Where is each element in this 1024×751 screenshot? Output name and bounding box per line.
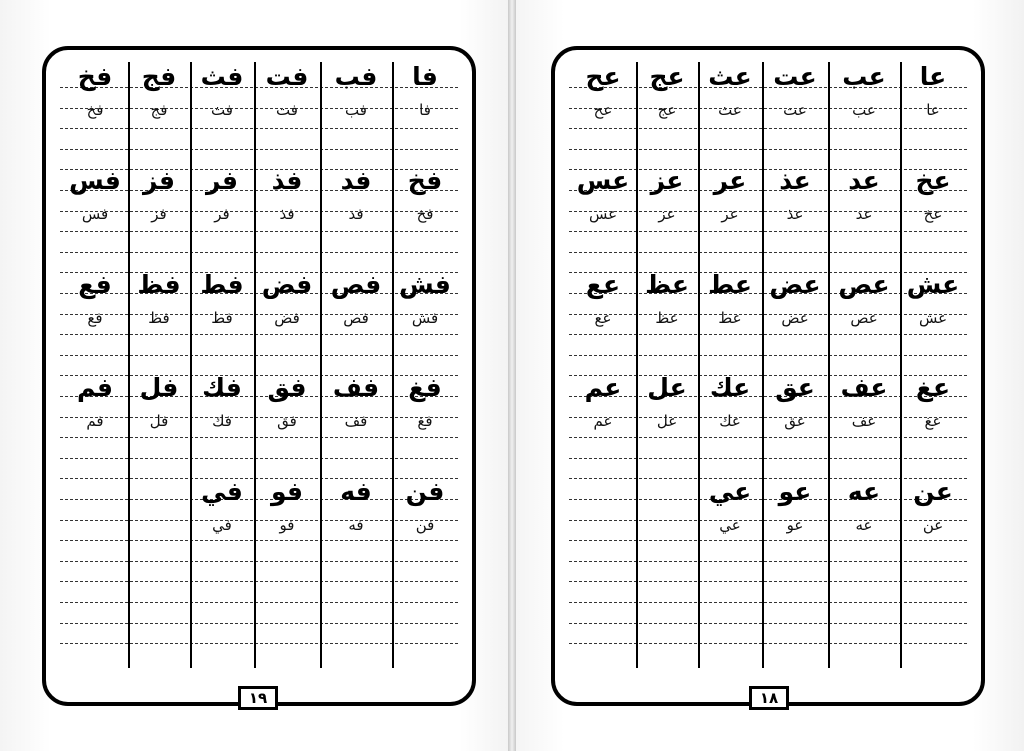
practice-letter-pair: فو	[270, 477, 304, 506]
tracing-letter-pair: عك	[719, 412, 741, 430]
tracing-letter-pair: عر	[721, 205, 739, 223]
tracing-letter-pair: عق	[784, 412, 806, 430]
tracing-letter-pair: عل	[656, 412, 678, 430]
dashed-guide-line	[60, 334, 458, 335]
tracing-letter-pair: عن	[922, 516, 944, 534]
practice-letter-pair: عز	[650, 166, 684, 195]
practice-letter-pair: عغ	[915, 373, 951, 402]
tracing-letter-pair: في	[212, 516, 232, 534]
practice-letter-pair: فد	[340, 166, 372, 195]
tracing-letter-pair: فك	[212, 412, 232, 430]
tracing-letter-pair: عت	[783, 101, 807, 119]
practice-letter-pair: عي	[708, 477, 752, 506]
column-divider	[698, 62, 700, 668]
tracing-letter-pair: عز	[658, 205, 676, 223]
dashed-guide-line	[60, 561, 458, 562]
practice-letter-pair: عذ	[779, 166, 811, 195]
tracing-letter-pair: عض	[781, 309, 809, 327]
tracing-letter-pair: عه	[855, 516, 873, 534]
tracing-letter-pair: عع	[594, 309, 612, 327]
practice-letter-pair: عن	[913, 477, 953, 506]
dashed-guide-line	[569, 334, 967, 335]
practice-letter-pair: فا	[412, 62, 438, 91]
dashed-guide-line	[60, 602, 458, 603]
dashed-guide-line	[569, 540, 967, 541]
practice-letter-pair: عف	[840, 373, 888, 402]
practice-letter-pair: فش	[399, 270, 451, 299]
practice-letter-pair: عش	[906, 270, 960, 299]
dashed-guide-line	[60, 540, 458, 541]
practice-letter-pair: عب	[842, 62, 886, 91]
column-divider	[128, 62, 130, 668]
tracing-letter-pair: فج	[150, 101, 168, 119]
column-divider	[190, 62, 192, 668]
practice-letter-pair: فر	[206, 166, 238, 195]
tracing-letter-pair: عب	[852, 101, 876, 119]
dashed-guide-line	[569, 437, 967, 438]
practice-letter-pair: فخ	[407, 166, 443, 195]
tracing-letter-pair: عص	[850, 309, 878, 327]
book-spine	[508, 0, 516, 751]
dashed-guide-line	[60, 231, 458, 232]
dashed-guide-line	[569, 561, 967, 562]
practice-letter-pair: عت	[773, 62, 817, 91]
tracing-letter-pair: فه	[348, 516, 364, 534]
practice-letter-pair: فم	[77, 373, 113, 402]
practice-letter-pair: عح	[585, 62, 621, 91]
dashed-guide-line	[569, 252, 967, 253]
practice-letter-pair: فه	[340, 477, 372, 506]
dashed-guide-line	[60, 623, 458, 624]
practice-letter-pair: عد	[848, 166, 880, 195]
tracing-letter-pair: فل	[149, 412, 169, 430]
practice-letter-pair: عه	[847, 477, 881, 506]
dashed-guide-line	[60, 643, 458, 644]
column-divider	[828, 62, 830, 668]
dashed-guide-line	[60, 581, 458, 582]
tracing-letter-pair: فا	[419, 101, 431, 119]
tracing-letter-pair: فص	[343, 309, 369, 327]
tracing-letter-pair: عد	[855, 205, 873, 223]
tracing-letter-pair: فق	[277, 412, 297, 430]
dashed-guide-line	[569, 458, 967, 459]
tracing-letter-pair: فث	[211, 101, 233, 119]
practice-letter-pair: عث	[708, 62, 752, 91]
dashed-guide-line	[569, 602, 967, 603]
tracing-letter-pair: عو	[786, 516, 804, 534]
tracing-letter-pair: فب	[345, 101, 367, 119]
tracing-letter-pair: عس	[588, 205, 618, 223]
practice-letter-pair: فغ	[408, 373, 442, 402]
dashed-guide-line	[60, 128, 458, 129]
practice-letter-pair: عا	[919, 62, 947, 91]
practice-letter-pair: فذ	[271, 166, 303, 195]
tracing-letter-pair: فط	[211, 309, 233, 327]
practice-letter-pair: عق	[775, 373, 815, 402]
practice-letter-pair: فص	[330, 270, 382, 299]
practice-letter-pair: عل	[647, 373, 687, 402]
tracing-letter-pair: عغ	[924, 412, 942, 430]
practice-letter-pair: عو	[778, 477, 812, 506]
tracing-letter-pair: فذ	[279, 205, 295, 223]
practice-letter-pair: عج	[649, 62, 685, 91]
practice-letter-pair: عس	[576, 166, 630, 195]
dashed-guide-line	[60, 458, 458, 459]
practice-letter-pair: فع	[78, 270, 112, 299]
column-divider	[900, 62, 902, 668]
practice-letter-pair: عظ	[645, 270, 689, 299]
practice-letter-pair: فب	[334, 62, 378, 91]
column-divider	[254, 62, 256, 668]
right-page-number: ١٨	[749, 686, 789, 710]
dashed-guide-line	[569, 231, 967, 232]
dashed-guide-line	[569, 643, 967, 644]
practice-letter-pair: فظ	[137, 270, 181, 299]
tracing-letter-pair: فخ	[86, 101, 104, 119]
column-divider	[392, 62, 394, 668]
practice-letter-pair: عر	[713, 166, 747, 195]
tracing-letter-pair: عم	[593, 412, 613, 430]
practice-letter-pair: فل	[139, 373, 179, 402]
practice-letter-pair: فث	[200, 62, 244, 91]
tracing-letter-pair: فع	[87, 309, 103, 327]
tracing-letter-pair: فت	[276, 101, 298, 119]
practice-letter-pair: فض	[261, 270, 313, 299]
tracing-letter-pair: عخ	[923, 205, 943, 223]
tracing-letter-pair: فس	[81, 205, 109, 223]
tracing-letter-pair: فن	[415, 516, 435, 534]
tracing-letter-pair: فش	[411, 309, 439, 327]
dashed-guide-line	[60, 252, 458, 253]
tracing-letter-pair: فز	[151, 205, 167, 223]
practice-letter-pair: فف	[332, 373, 380, 402]
tracing-letter-pair: فف	[344, 412, 368, 430]
tracing-letter-pair: فد	[348, 205, 364, 223]
tracing-letter-pair: عذ	[786, 205, 804, 223]
practice-letter-pair: عض	[769, 270, 821, 299]
column-divider	[762, 62, 764, 668]
tracing-letter-pair: عح	[593, 101, 613, 119]
tracing-letter-pair: فغ	[417, 412, 433, 430]
practice-letter-pair: فخ	[77, 62, 113, 91]
dashed-guide-line	[60, 355, 458, 356]
dashed-guide-line	[60, 149, 458, 150]
tracing-letter-pair: عي	[719, 516, 741, 534]
tracing-letter-pair: عط	[718, 309, 742, 327]
practice-letter-pair: عط	[708, 270, 752, 299]
tracing-letter-pair: عث	[718, 101, 742, 119]
dashed-guide-line	[569, 355, 967, 356]
tracing-letter-pair: فر	[214, 205, 230, 223]
practice-letter-pair: فط	[200, 270, 244, 299]
practice-letter-pair: عخ	[915, 166, 951, 195]
practice-letter-pair: عع	[585, 270, 621, 299]
dashed-guide-line	[569, 581, 967, 582]
column-divider	[320, 62, 322, 668]
practice-letter-pair: فج	[141, 62, 177, 91]
tracing-letter-pair: عظ	[655, 309, 679, 327]
tracing-letter-pair: فم	[86, 412, 104, 430]
tracing-letter-pair: فض	[274, 309, 300, 327]
tracing-letter-pair: عف	[851, 412, 877, 430]
tracing-letter-pair: عش	[918, 309, 948, 327]
practice-letter-pair: فت	[265, 62, 309, 91]
left-page-number: ١٩	[238, 686, 278, 710]
column-divider	[636, 62, 638, 668]
tracing-letter-pair: فظ	[148, 309, 170, 327]
tracing-letter-pair: فو	[279, 516, 295, 534]
practice-letter-pair: عص	[838, 270, 890, 299]
tracing-letter-pair: فخ	[416, 205, 434, 223]
practice-letter-pair: فق	[267, 373, 307, 402]
practice-letter-pair: فك	[202, 373, 242, 402]
practice-letter-pair: عك	[709, 373, 751, 402]
practice-letter-pair: فن	[405, 477, 445, 506]
dashed-guide-line	[569, 149, 967, 150]
dashed-guide-line	[569, 128, 967, 129]
practice-letter-pair: عم	[584, 373, 622, 402]
tracing-letter-pair: عا	[926, 101, 940, 119]
dashed-guide-line	[569, 623, 967, 624]
tracing-letter-pair: عج	[657, 101, 677, 119]
practice-letter-pair: في	[201, 477, 243, 506]
dashed-guide-line	[60, 437, 458, 438]
practice-letter-pair: فس	[69, 166, 121, 195]
practice-letter-pair: فز	[143, 166, 175, 195]
